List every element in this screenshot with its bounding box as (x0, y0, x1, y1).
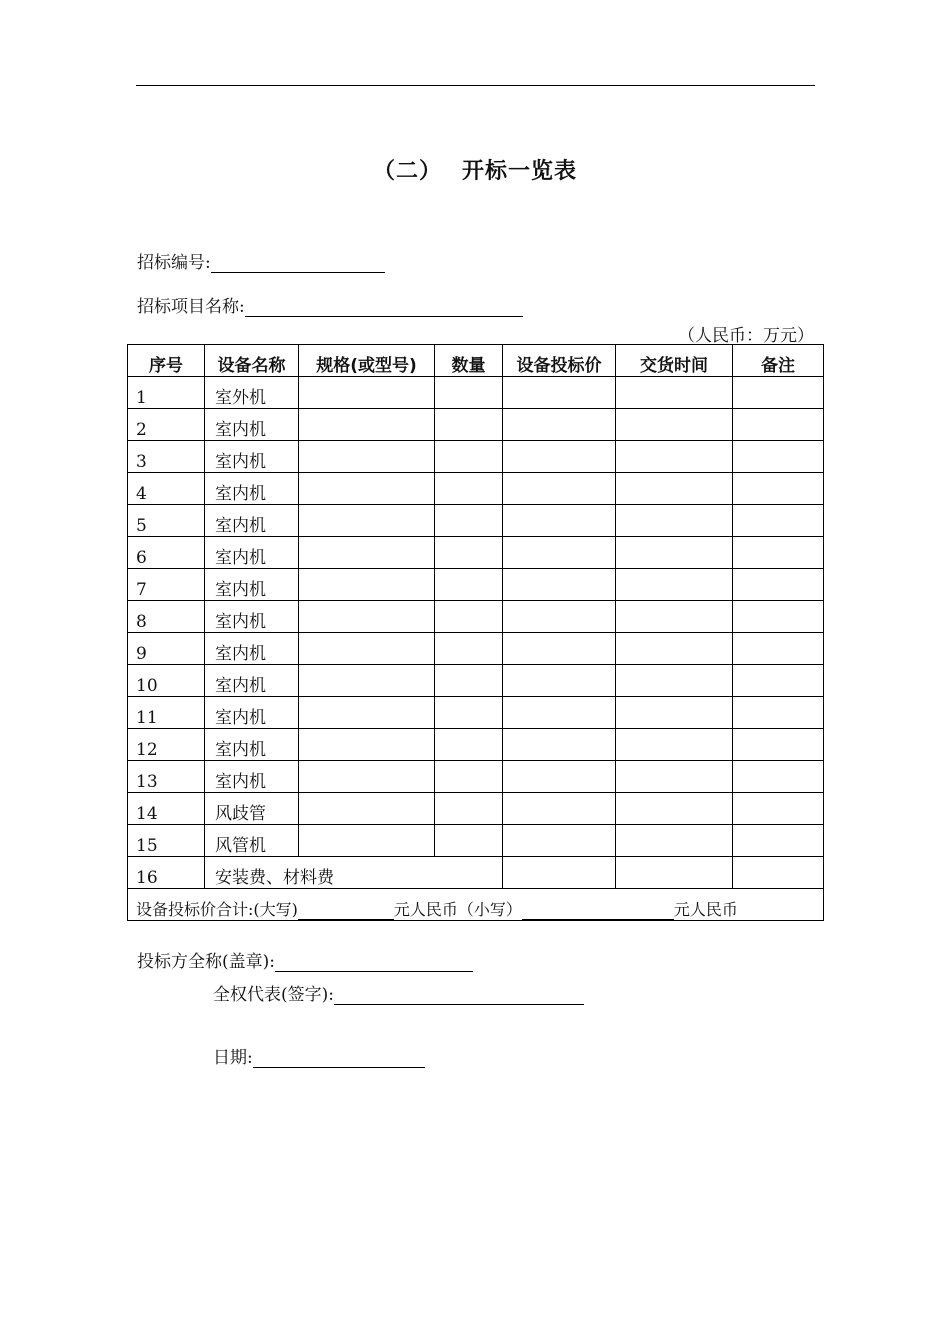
bidder-blank[interactable] (275, 953, 473, 972)
row-remarks-cell[interactable] (733, 729, 824, 761)
table-row (128, 825, 824, 857)
row-quantity-cell[interactable] (435, 665, 503, 697)
row-price-cell[interactable] (503, 825, 616, 857)
row-no-cell: 10 (128, 665, 205, 697)
row-remarks-cell[interactable] (733, 473, 824, 505)
table-row (128, 377, 824, 409)
row-delivery-cell[interactable] (616, 729, 733, 761)
row-spec-cell[interactable] (299, 441, 435, 473)
row-no-cell: 7 (128, 569, 205, 601)
representative-label: 全权代表(签字): (213, 985, 334, 1005)
total-unit-lower: 元人民币 (673, 900, 738, 919)
total-lower-blank[interactable] (522, 902, 674, 920)
row-quantity-cell[interactable] (435, 697, 503, 729)
table-header-row (128, 345, 824, 377)
table-row (128, 505, 824, 537)
row-price-cell[interactable] (503, 857, 616, 889)
row-price-cell[interactable] (503, 601, 616, 633)
row-price-cell[interactable] (503, 569, 616, 601)
row-name-cell: 风管机 (205, 825, 299, 857)
page-title (0, 154, 950, 185)
total-upper-blank[interactable] (298, 902, 394, 920)
table-row (128, 601, 824, 633)
row-price-cell[interactable] (503, 377, 616, 409)
tender-no-field (137, 248, 385, 273)
row-no-cell: 11 (128, 697, 205, 729)
total-label: 设备投标价合计:(大写) (136, 900, 298, 919)
row-name-cell: 室外机 (205, 377, 299, 409)
row-no-cell: 5 (128, 505, 205, 537)
row-spec-cell[interactable] (299, 729, 435, 761)
row-name-cell: 室内机 (205, 729, 299, 761)
row-remarks-cell[interactable] (733, 793, 824, 825)
row-delivery-cell[interactable] (616, 505, 733, 537)
row-no-cell: 16 (128, 857, 205, 889)
header-remarks: 备注 (733, 345, 824, 377)
header-equipment-name: 设备名称 (205, 345, 299, 377)
row-delivery-cell[interactable] (616, 409, 733, 441)
row-spec-cell[interactable] (299, 409, 435, 441)
row-price-cell[interactable] (503, 793, 616, 825)
header-delivery-time: 交货时间 (616, 345, 733, 377)
row-quantity-cell[interactable] (435, 793, 503, 825)
total-row (128, 889, 824, 921)
table-row (128, 441, 824, 473)
bidder-field (137, 947, 473, 972)
tender-no-label: 招标编号: (137, 253, 211, 273)
table-row (128, 793, 824, 825)
row-spec-cell[interactable] (299, 505, 435, 537)
date-blank[interactable] (253, 1049, 425, 1068)
row-delivery-cell[interactable] (616, 857, 733, 889)
project-name-field (137, 292, 523, 317)
table-row (128, 697, 824, 729)
row-name-cell: 室内机 (205, 665, 299, 697)
row-quantity-cell[interactable] (435, 537, 503, 569)
row-spec-cell[interactable] (299, 569, 435, 601)
row-no-cell: 4 (128, 473, 205, 505)
row-price-cell[interactable] (503, 729, 616, 761)
date-label: 日期: (213, 1048, 253, 1068)
row-price-cell[interactable] (503, 761, 616, 793)
row-name-cell: 室内机 (205, 409, 299, 441)
row-quantity-cell[interactable] (435, 473, 503, 505)
row-delivery-cell[interactable] (616, 441, 733, 473)
row-quantity-cell[interactable] (435, 825, 503, 857)
row-name-cell: 室内机 (205, 761, 299, 793)
table-row (128, 729, 824, 761)
row-remarks-cell[interactable] (733, 441, 824, 473)
row-delivery-cell[interactable] (616, 793, 733, 825)
row-delivery-cell[interactable] (616, 601, 733, 633)
row-spec-cell[interactable] (299, 537, 435, 569)
row-quantity-cell[interactable] (435, 377, 503, 409)
row-name-cell: 室内机 (205, 505, 299, 537)
row-quantity-cell[interactable] (435, 601, 503, 633)
date-field (213, 1043, 425, 1068)
row-delivery-cell[interactable] (616, 697, 733, 729)
row-quantity-cell[interactable] (435, 441, 503, 473)
row-delivery-cell[interactable] (616, 569, 733, 601)
row-spec-cell[interactable] (299, 473, 435, 505)
table-row (128, 857, 824, 889)
row-remarks-cell[interactable] (733, 537, 824, 569)
row-quantity-cell[interactable] (435, 761, 503, 793)
row-price-cell[interactable] (503, 473, 616, 505)
row-spec-cell[interactable] (299, 793, 435, 825)
bidder-label: 投标方全称(盖章): (137, 952, 275, 972)
title-number: （二） (372, 159, 442, 184)
row-price-cell[interactable] (503, 441, 616, 473)
total-lower-label: （小写） (457, 900, 522, 919)
row-quantity-cell[interactable] (435, 633, 503, 665)
currency-note: （人民币：万元） (678, 326, 814, 346)
row-remarks-cell[interactable] (733, 697, 824, 729)
row-quantity-cell[interactable] (435, 505, 503, 537)
row-no-cell: 15 (128, 825, 205, 857)
row-no-cell: 1 (128, 377, 205, 409)
table-row (128, 473, 824, 505)
row-name-cell: 室内机 (205, 601, 299, 633)
bid-summary-table (127, 344, 824, 921)
row-price-cell[interactable] (503, 409, 616, 441)
project-name-label: 招标项目名称: (137, 297, 245, 317)
total-unit-upper: 元人民币 (393, 900, 458, 919)
representative-blank[interactable] (334, 986, 584, 1005)
row-no-cell: 8 (128, 601, 205, 633)
table-row (128, 569, 824, 601)
row-delivery-cell[interactable] (616, 761, 733, 793)
row-remarks-cell[interactable] (733, 857, 824, 889)
row-name-cell: 室内机 (205, 537, 299, 569)
row-price-cell[interactable] (503, 537, 616, 569)
project-name-blank[interactable] (245, 298, 523, 317)
row-spec-cell[interactable] (299, 633, 435, 665)
row-no-cell: 12 (128, 729, 205, 761)
row-delivery-cell[interactable] (616, 537, 733, 569)
row-no-cell: 14 (128, 793, 205, 825)
row-remarks-cell[interactable] (733, 665, 824, 697)
table-row (128, 409, 824, 441)
row-name-cell: 风歧管 (205, 793, 299, 825)
row-name-cell: 安装费、材料费 (205, 857, 503, 889)
row-delivery-cell[interactable] (616, 633, 733, 665)
row-quantity-cell[interactable] (435, 729, 503, 761)
row-remarks-cell[interactable] (733, 601, 824, 633)
row-name-cell: 室内机 (205, 441, 299, 473)
row-delivery-cell[interactable] (616, 473, 733, 505)
row-name-cell: 室内机 (205, 697, 299, 729)
row-remarks-cell[interactable] (733, 377, 824, 409)
tender-no-blank[interactable] (211, 254, 385, 273)
header-no: 序号 (128, 345, 205, 377)
row-no-cell: 3 (128, 441, 205, 473)
row-delivery-cell[interactable] (616, 825, 733, 857)
row-price-cell[interactable] (503, 505, 616, 537)
row-no-cell: 13 (128, 761, 205, 793)
row-spec-cell[interactable] (299, 697, 435, 729)
header-rule (136, 85, 815, 86)
row-remarks-cell[interactable] (733, 505, 824, 537)
row-spec-cell[interactable] (299, 665, 435, 697)
row-no-cell: 2 (128, 409, 205, 441)
row-remarks-cell[interactable] (733, 569, 824, 601)
row-remarks-cell[interactable] (733, 761, 824, 793)
row-name-cell: 室内机 (205, 633, 299, 665)
row-price-cell[interactable] (503, 697, 616, 729)
table-row (128, 537, 824, 569)
row-no-cell: 9 (128, 633, 205, 665)
header-bid-price: 设备投标价 (503, 345, 616, 377)
row-price-cell[interactable] (503, 633, 616, 665)
row-name-cell: 室内机 (205, 569, 299, 601)
total-cell (128, 889, 824, 921)
table-row (128, 761, 824, 793)
row-quantity-cell[interactable] (435, 409, 503, 441)
row-remarks-cell[interactable] (733, 633, 824, 665)
header-quantity: 数量 (435, 345, 503, 377)
row-spec-cell[interactable] (299, 825, 435, 857)
row-quantity-cell[interactable] (435, 569, 503, 601)
header-spec: 规格(或型号) (299, 345, 435, 377)
title-text: 开标一览表 (462, 159, 578, 184)
row-delivery-cell[interactable] (616, 377, 733, 409)
row-spec-cell[interactable] (299, 761, 435, 793)
row-no-cell: 6 (128, 537, 205, 569)
representative-field (213, 980, 584, 1005)
row-price-cell[interactable] (503, 665, 616, 697)
row-spec-cell[interactable] (299, 377, 435, 409)
row-spec-cell[interactable] (299, 601, 435, 633)
row-remarks-cell[interactable] (733, 825, 824, 857)
table-row (128, 665, 824, 697)
row-remarks-cell[interactable] (733, 409, 824, 441)
table-row (128, 633, 824, 665)
row-name-cell: 室内机 (205, 473, 299, 505)
row-delivery-cell[interactable] (616, 665, 733, 697)
